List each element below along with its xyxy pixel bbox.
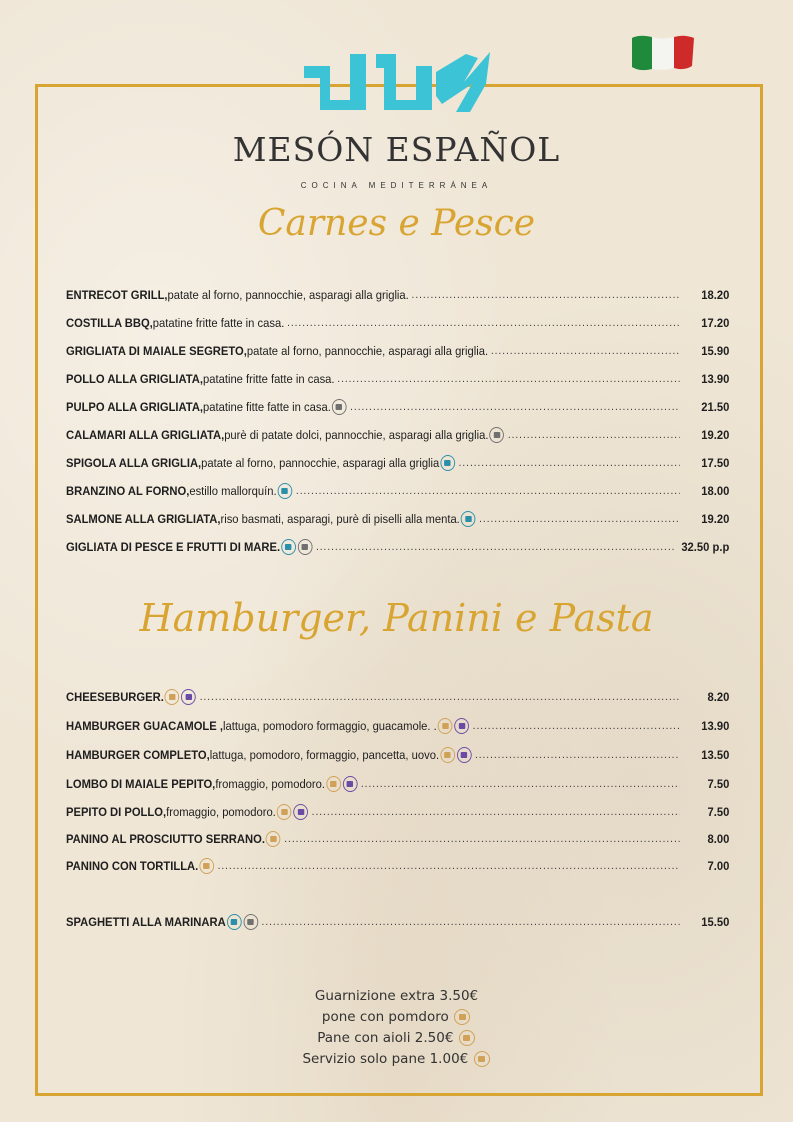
milk-allergen-icon [342,776,357,792]
dot-leader [475,749,680,761]
dot-leader [337,373,679,385]
menu-item-price: 15.50 [701,915,730,929]
menu-item [66,398,729,416]
menu-item-price: 7.00 [707,859,730,873]
fish-allergen-icon [278,483,293,499]
dot-leader [262,916,680,928]
dot-leader [200,691,680,703]
menu-item-price: 13.90 [701,719,730,733]
fish-allergen-icon [227,914,242,930]
menu-item-name: COSTILLA BBQ, [66,316,153,330]
brand-subtitle: COCINA MEDITERRÁNEA [300,181,493,190]
menu-item [66,370,729,388]
menu-item-name: GRIGLIATA DI MAIALE SEGRETO, [66,344,247,358]
menu-item-price: 13.50 [701,748,730,762]
menu-item-name: SALMONE ALLA GRIGLIATA, [66,512,221,526]
menu-item-name: GIGLIATA DI PESCE E FRUTTI DI MARE. [66,540,281,554]
menu-item-description: patatine fritte fatte in casa. [203,372,335,386]
menu-item [66,510,729,528]
dot-leader [284,833,679,845]
menu-item-name: PANINO AL PROSCIUTTO SERRANO. [66,832,265,846]
dot-leader [491,345,680,357]
menu-item-name: SPIGOLA ALLA GRIGLIA, [66,456,202,470]
menu-item-price: 8.20 [707,690,730,704]
menu-item-name: HAMBURGER COMPLETO, [66,748,210,762]
gluten-allergen-icon [440,747,455,763]
menu-item-price: 17.20 [701,316,730,330]
fish-allergen-icon [281,539,296,555]
menu-item-description: patate al forno, pannocchie, asparagi alla griglia. [246,344,489,358]
dot-leader [350,401,680,413]
menu-item [66,857,729,875]
gluten-allergen-icon [266,831,281,847]
menu-item [66,314,729,332]
menu-item-description: patate al forno, pannocchie, asparagi alla griglia [201,456,440,470]
menu-item-price: 19.20 [701,428,730,442]
menu-item-price: 7.50 [707,805,730,819]
menu-item-price: 8.00 [707,832,730,846]
shell-allergen-icon [489,427,504,443]
dot-leader [459,457,680,469]
dot-leader [218,860,680,872]
gluten-allergen-icon [165,689,180,705]
dot-leader [287,317,680,329]
menu-item [66,913,729,931]
menu-item-name: CALAMARI ALLA GRIGLIATA, [66,428,225,442]
dot-leader [312,806,680,818]
menu-item [66,426,729,444]
gluten-allergen-icon [438,718,453,734]
menu-item-name: PEPITO DI POLLO, [66,805,167,819]
menu-item-description: purè di patate dolci, pannocchie, asparagi alla griglia. [224,428,489,442]
menu-item-price: 19.20 [701,512,730,526]
menu-item-name: ENTRECOT GRILL, [66,288,168,302]
menu-item-name: PANINO CON TORTILLA. [66,859,199,873]
footer-notes [0,986,793,1070]
menu-item-description: estillo mallorquín. [189,484,277,498]
footer-text: pone con pomdoro [321,1009,449,1025]
section-title-carnes: Carnes e Pesce [257,203,536,244]
shell-allergen-icon [243,914,258,930]
menu-item-description: lattuga, pomodoro, formaggio, pancetta, uovo. [209,748,440,762]
footer-text: Pane con aioli 2.50€ [317,1030,454,1046]
milk-allergen-icon [454,718,469,734]
footer-text: Guarnizione extra 3.50€ [314,988,479,1004]
menu-item [66,688,729,706]
milk-allergen-icon [293,804,308,820]
logo-icon [296,44,496,120]
gluten-allergen-icon [459,1030,475,1046]
menu-item-price: 21.50 [701,400,730,414]
dot-leader [473,720,680,732]
menu-item-description: patate al forno, pannocchie, asparagi alla griglia. [167,288,409,302]
gluten-allergen-icon [454,1009,470,1025]
milk-allergen-icon [181,689,196,705]
menu-item-name: LOMBO DI MAIALE PEPITO, [66,777,216,791]
footer-text: Servizio solo pane 1.00€ [302,1051,469,1067]
gluten-allergen-icon [326,776,341,792]
menu-item-price: 15.90 [701,344,730,358]
menu-item-name: HAMBURGER GUACAMOLE , [66,719,223,733]
menu-item-name: POLLO ALLA GRIGLIATA, [66,372,204,386]
dot-leader [296,485,680,497]
menu-item [66,538,729,556]
dot-leader [361,778,680,790]
menu-item-price: 18.00 [701,484,730,498]
menu-item-price: 18.20 [701,288,730,302]
footer-line [0,1049,793,1070]
milk-allergen-icon [457,747,472,763]
menu-item [66,342,729,360]
menu-item-name: PULPO ALLA GRIGLIATA, [66,400,204,414]
menu-item-price: 17.50 [701,456,730,470]
menu-item-name: BRANZINO AL FORNO, [66,484,190,498]
footer-line [0,986,793,1007]
shell-allergen-icon [298,539,313,555]
fish-allergen-icon [461,511,476,527]
menu-item-description: riso basmati, asparagi, purè di piselli alla menta. [220,512,460,526]
menu-item [66,830,729,848]
menu-item-description: fromaggio, pomodoro. [215,777,326,791]
menu-item-name: CHEESEBURGER. [66,690,164,704]
fish-allergen-icon [440,455,455,471]
menu-item [66,482,729,500]
menu-item [66,454,729,472]
menu-item [66,717,729,735]
footer-line [0,1028,793,1049]
menu-item-name: SPAGHETTI ALLA MARINARA [66,915,226,929]
dot-leader [316,541,676,553]
menu-item [66,286,729,304]
gluten-allergen-icon [199,858,214,874]
menu-item-price: 7.50 [707,777,730,791]
menu-item-description: fromaggio, pomodoro. [166,805,276,819]
menu-item-price: 32.50 p.p [681,540,730,554]
menu-item-description: lattuga, pomodoro formaggio, guacamole. . [222,719,437,733]
section-title-hamburger: Hamburger, Panini e Pasta [139,596,654,640]
menu-item-description: patatine fitte fatte in casa. [203,400,331,414]
gluten-allergen-icon [474,1051,490,1067]
menu-item [66,803,729,821]
menu-item-price: 13.90 [701,372,730,386]
menu-item-description: patatine fritte fatte in casa. [152,316,285,330]
dot-leader [412,289,680,301]
menu-item [66,775,729,793]
brand-name: MESÓN ESPAÑOL [232,130,561,169]
footer-line [0,1007,793,1028]
menu-item [66,746,729,764]
dot-leader [479,513,680,525]
italian-flag-icon [628,32,696,72]
shell-allergen-icon [332,399,347,415]
gluten-allergen-icon [277,804,292,820]
dot-leader [508,429,680,441]
